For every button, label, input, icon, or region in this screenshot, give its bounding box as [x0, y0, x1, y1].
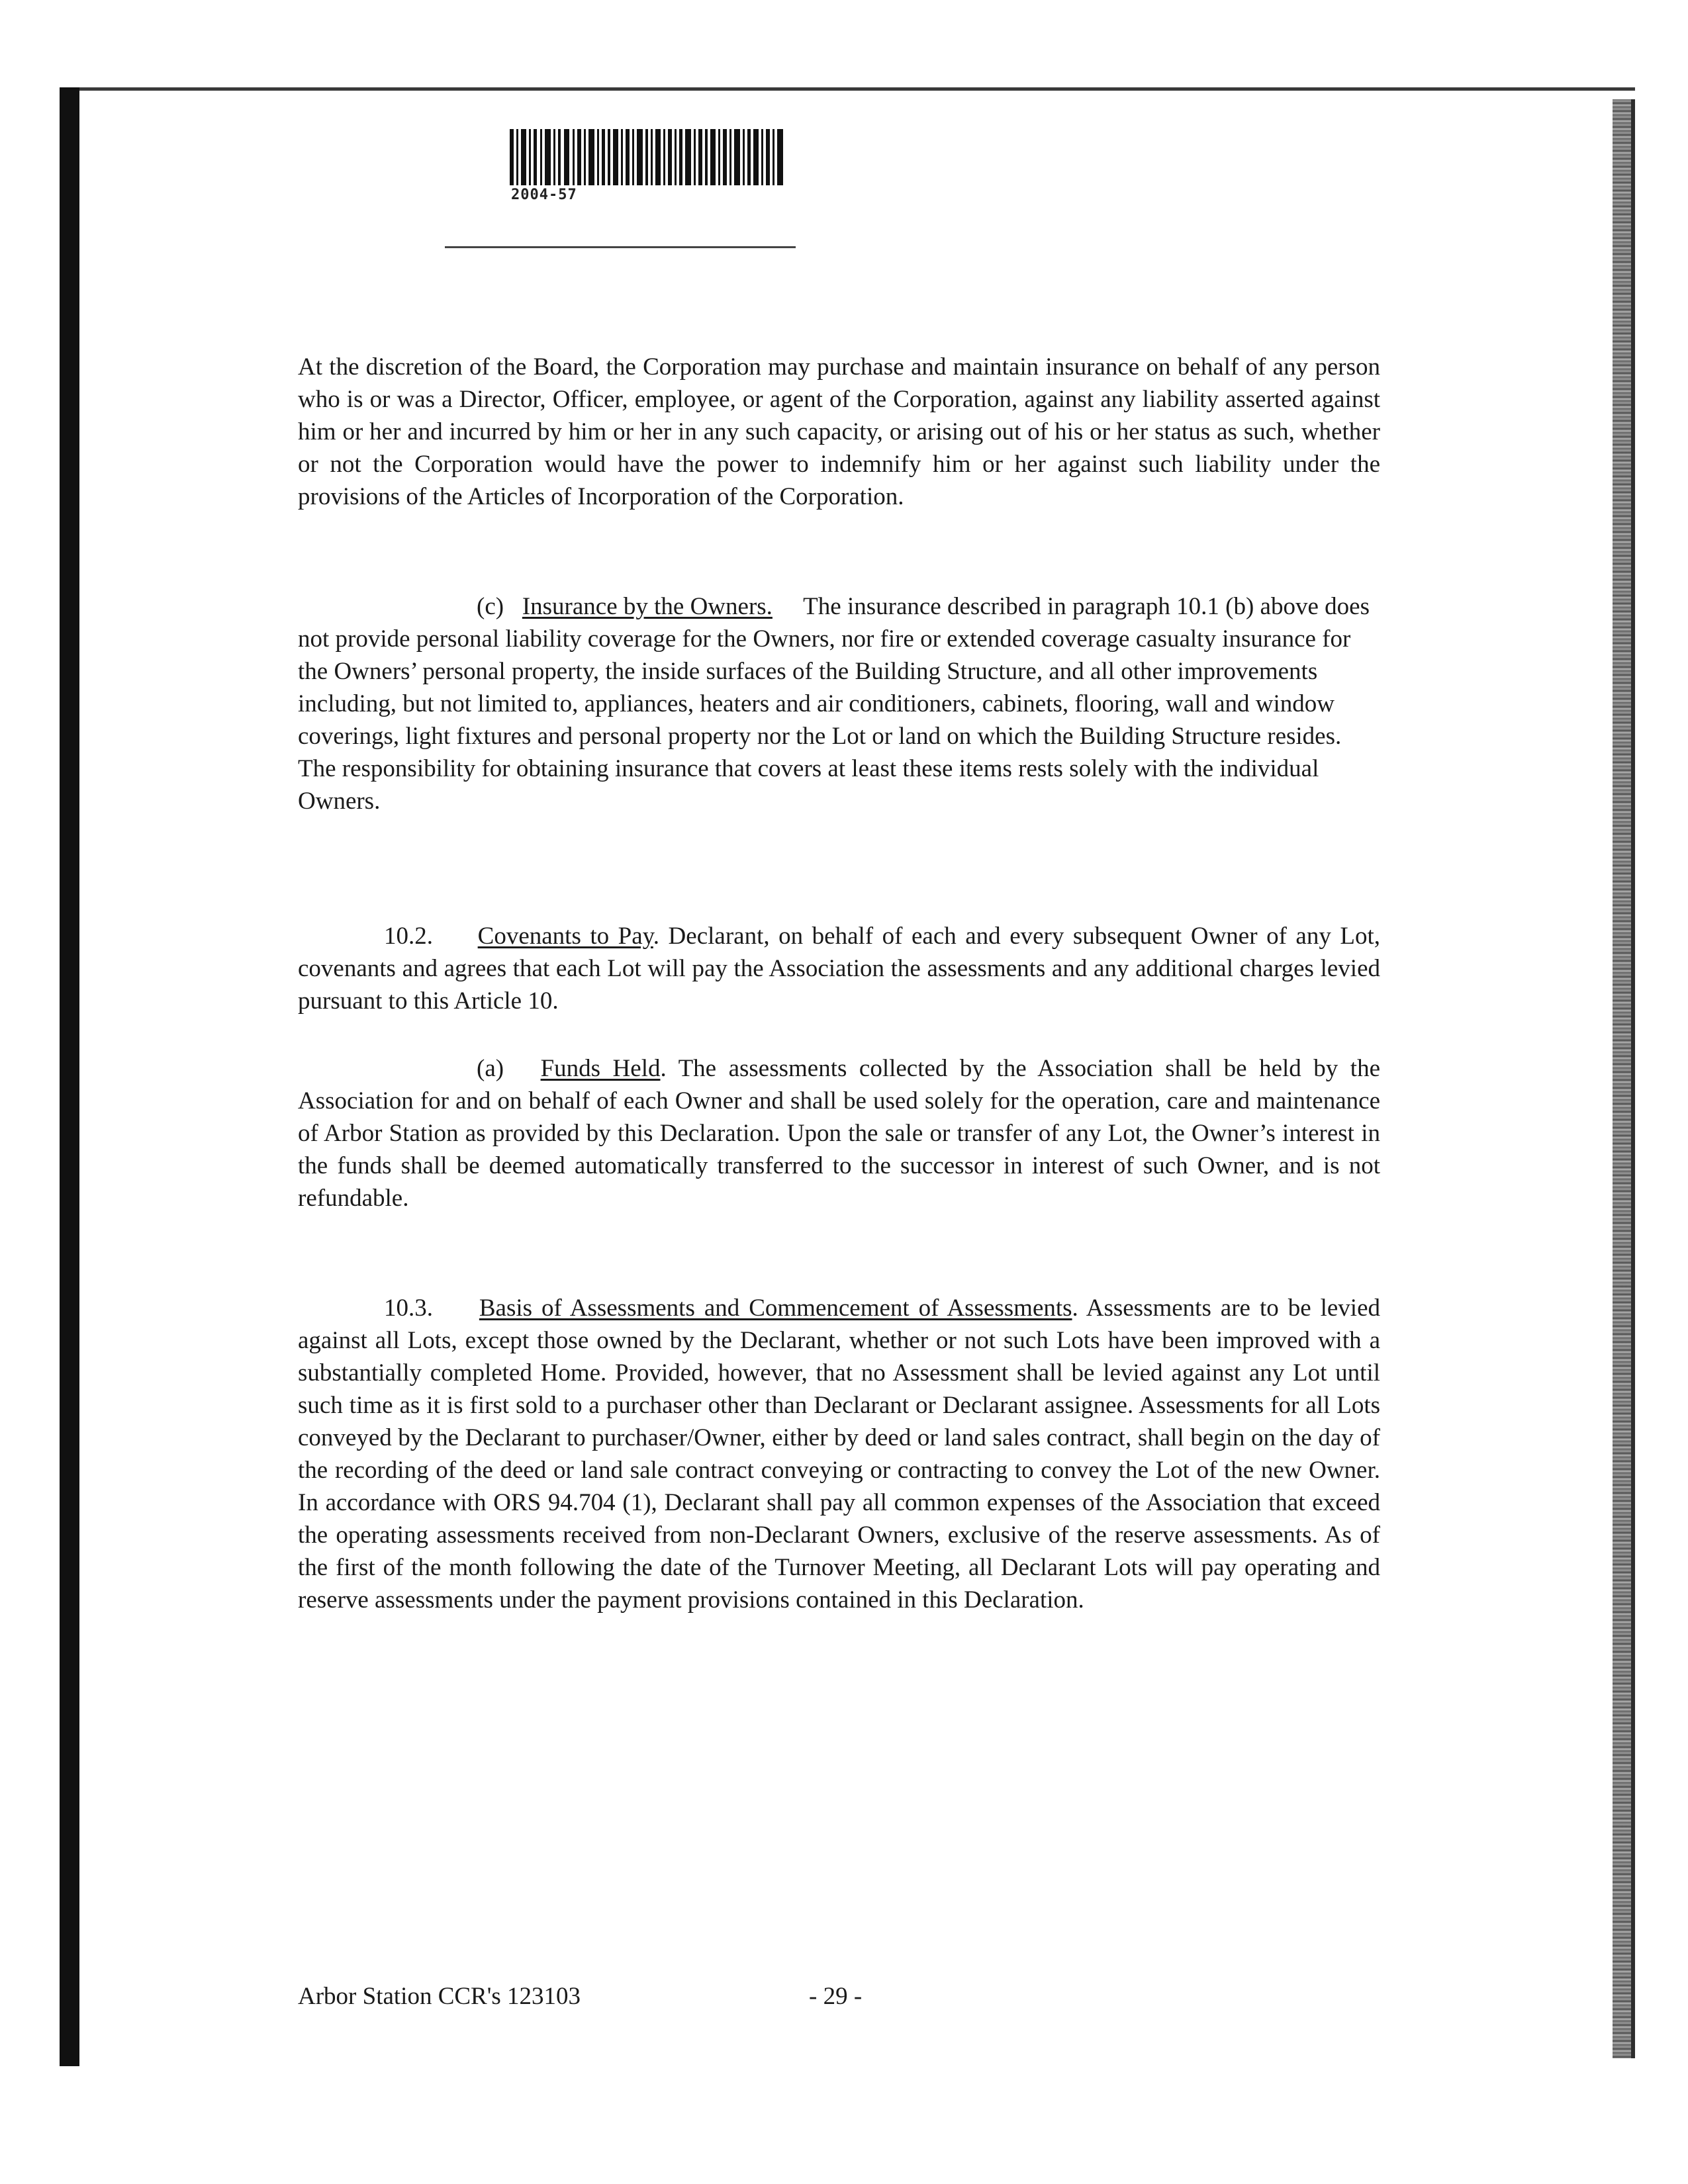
- subsection-heading: Insurance by the Owners.: [522, 593, 773, 620]
- subsection-text: The insurance described in paragraph 10.1 (b) above does not provide personal liability coverage for the Owners, nor fire or extended coverage casualty insurance for the Owners’ personal property, the inside surfaces of the Building Structure, and all other improvements including, but not limited to, appliances, heaters and air conditioners, cabinets, flooring, wall and window coverings, light fixtures and personal property nor the Lot or land on which the Building Structure resides. The responsibility for obtaining insurance that covers at least these items rests solely with the individual Owners.: [298, 593, 1370, 815]
- barcode-image: [510, 129, 788, 185]
- recording-stamp-rule: [445, 246, 796, 248]
- footer-document-name: Arbor Station CCR's 123103: [298, 1983, 581, 2010]
- subsection-text: . The assessments collected by the Association shall be held by the Association for and on behalf of each Owner and shall be used solely for the operation, care and maintenance of Arbor Station as provided by this Declaration. Upon the sale or transfer of any Lot, the Owner’s interest in the funds shall be deemed automatically transferred to the successor in interest of such Owner, and is not refundable.: [298, 1055, 1380, 1212]
- scan-right-border: [1613, 99, 1631, 2058]
- section-text: . Assessments are to be levied against all Lots, except those owned by the Declarant, whether or not such Lots have been improved with a substantially completed Home. Provided, however, that no Assessment shall be levied against any Lot until such time as it is first sold to a purchaser other than Declarant or Declarant assignee. Assessments for all Lots conveyed by the Declarant to purchaser/Owner, either by deed or land sales contract, shall begin on the day of the recording of the deed or land sale contract conveying or contracting to convey the Lot of the new Owner. In accordance with ORS 94.704 (1), Declarant shall pay all common expenses of the Association that exceed the operating assessments received from non-Declarant Owners, exclusive of the reserve assessments. As of the first of the month following the date of the Turnover Meeting, all Declarant Lots will pay operating and reserve assessments under the payment provisions contained in this Declaration.: [298, 1295, 1380, 1614]
- paragraph-covenants-to-pay: [298, 920, 1380, 1017]
- paragraph-insurance-discretion: At the discretion of the Board, the Corporation may purchase and maintain insurance on behalf of any person who is or was a Director, Officer, employee, or agent of the Corporation, against any liability asserted against him or her and incurred by him or her in any such capacity, or arising out of his or her status as such, whether or not the Corporation would have the power to indemnify him or her against such liability under the provisions of the Articles of Incorporation of the Corporation.: [298, 353, 1380, 510]
- section-number: 10.2.: [384, 923, 433, 950]
- paragraph-basis-of-assessments: [298, 1292, 1380, 1616]
- barcode-id: 2004-57: [511, 187, 577, 203]
- paragraph-insurance-by-owners: [298, 590, 1380, 817]
- subsection-number: (c): [477, 593, 504, 620]
- subsection-heading: Funds Held: [540, 1055, 661, 1082]
- section-heading: Basis of Assessments and Commencement of Assessments: [479, 1295, 1072, 1322]
- scan-right-edge: [1631, 99, 1635, 2058]
- scan-left-border: [60, 87, 79, 2066]
- scan-top-border: [60, 87, 1635, 91]
- footer-page-number: - 29 -: [809, 1983, 863, 2010]
- section-text: . Declarant, on behalf of each and every subsequent Owner of any Lot, covenants and agrees that each Lot will pay the Association the assessments and any additional charges levied pursuant to this Article 10.: [298, 923, 1380, 1015]
- section-number: 10.3.: [384, 1295, 433, 1322]
- subsection-number: (a): [477, 1055, 504, 1082]
- paragraph-funds-held: [298, 1052, 1380, 1214]
- section-heading: Covenants to Pay: [477, 923, 653, 950]
